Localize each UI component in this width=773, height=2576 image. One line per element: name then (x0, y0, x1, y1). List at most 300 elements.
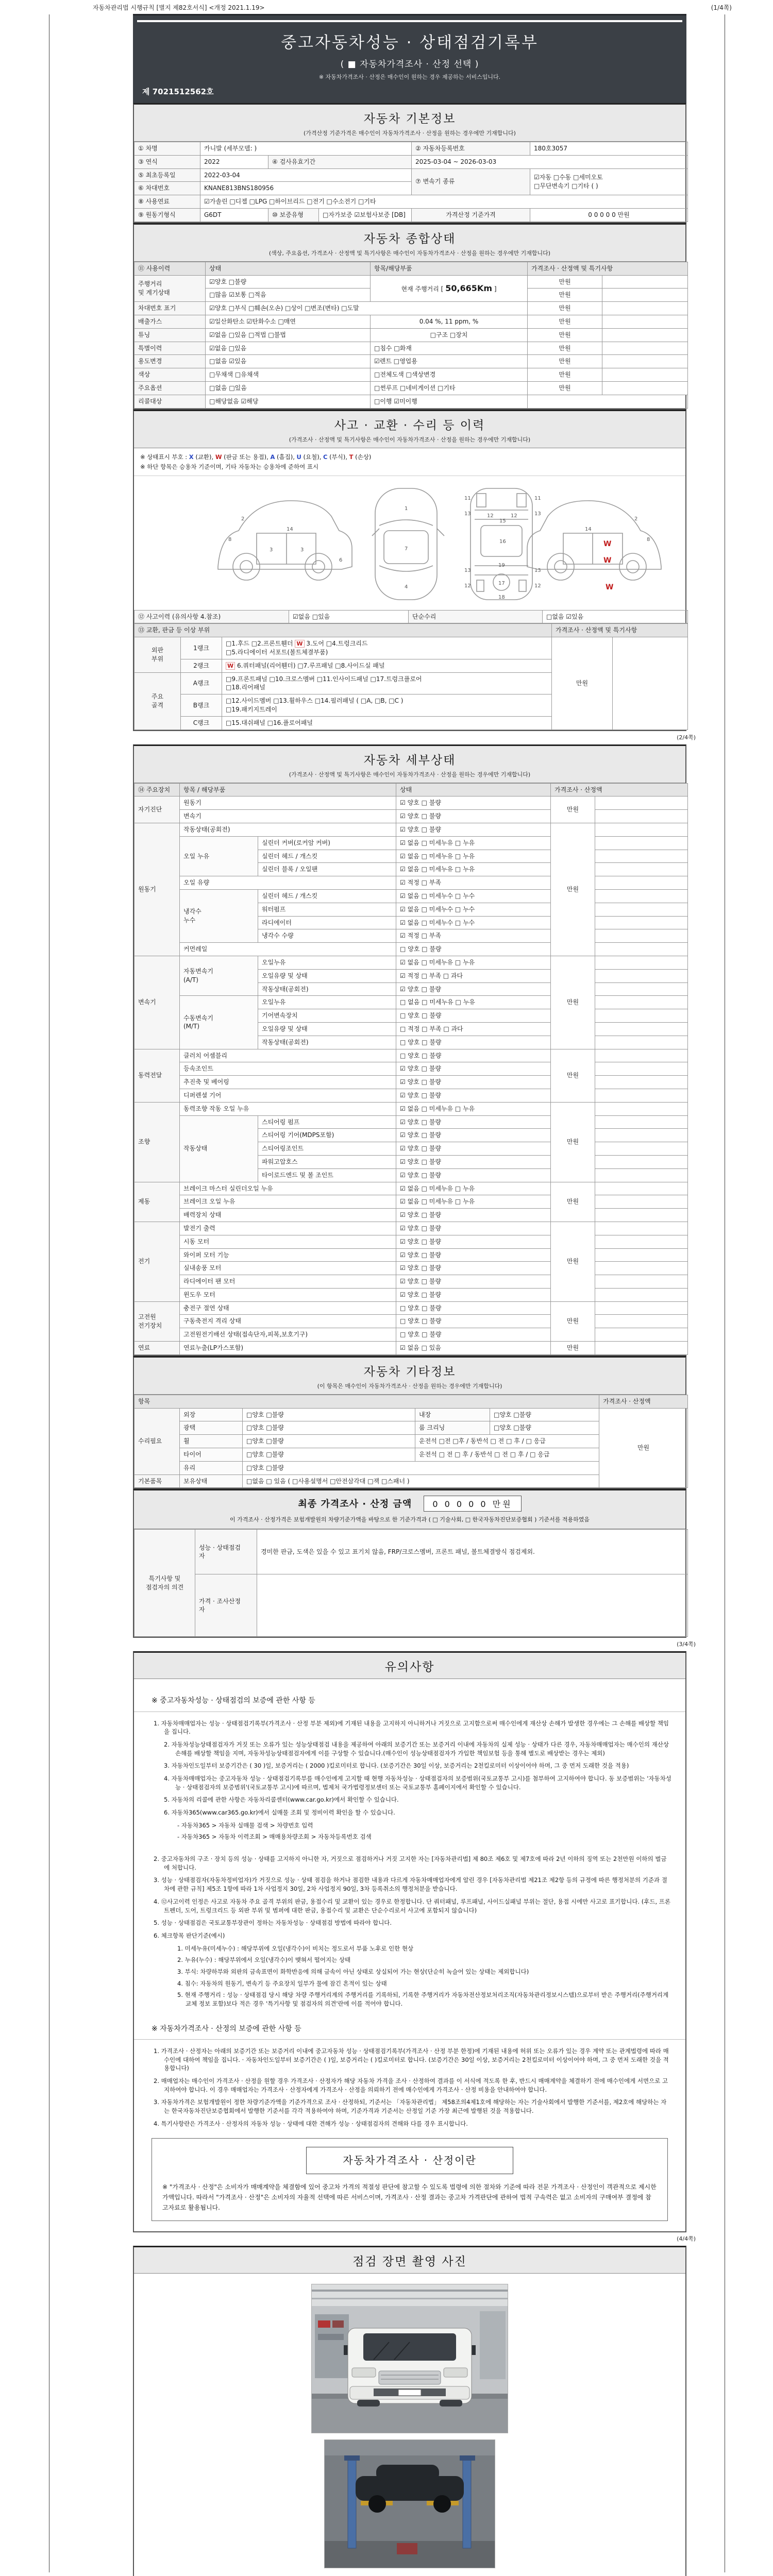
cell: 디퍼렌셜 기어 (180, 1089, 396, 1102)
section-final-price (133, 1489, 686, 1638)
svg-text:15: 15 (499, 518, 506, 524)
svg-text:14: 14 (287, 526, 293, 532)
svg-text:1: 1 (405, 505, 408, 512)
svg-text:12: 12 (464, 583, 471, 589)
form-table (134, 142, 688, 222)
comprehensive-note: (색상, 주요옵션, 가격조사 · 산정액 및 특기사항은 매수인이 자동차가격조사 · 산정을 원하는 경우에만 기재합니다) (268, 249, 551, 257)
svg-text:13: 13 (534, 511, 541, 517)
checkbox-cell: ☑ 없음 □ 미세누수 □ 누수 (396, 916, 551, 929)
page-marker-4: (4/4쪽) (677, 2235, 696, 2242)
cell: ② 자동차등록번호 (412, 142, 530, 156)
cell: 만원 (551, 1222, 595, 1301)
cell: 오일유량 및 상태 (258, 1022, 396, 1036)
car-right-side-view (527, 501, 661, 591)
checkbox-cell: ☑ 양호 □ 불량 (396, 796, 551, 810)
checkbox-cell: ☑가솔린 □디젤 □LPG □하이브리드 □전기 □수소전기 □기타 (200, 195, 688, 209)
cell: 항목/해당부품 (371, 262, 528, 275)
cell: ③ 연식 (135, 155, 200, 168)
checkbox-cell: □ 양호 □ 불량 (396, 1049, 551, 1062)
svg-text:17: 17 (498, 580, 505, 586)
cell: 주행거리 및 계기상태 (135, 275, 206, 302)
panel-rank-table (134, 623, 685, 730)
checkbox-cell: ☑ 양호 □ 불량 (396, 1115, 551, 1129)
cell (602, 328, 688, 342)
cell: 상태 (206, 262, 371, 275)
checkbox-cell: □양호 □불량 (243, 1461, 599, 1475)
svg-text:11: 11 (534, 495, 541, 501)
photo-area (134, 2274, 685, 2574)
cell (602, 381, 688, 395)
checkbox-cell: □양호 □불량 (243, 1421, 415, 1435)
checkbox-cell: ☑ 양호 □ 불량 (396, 823, 551, 837)
cell (528, 395, 688, 408)
cell (595, 916, 688, 929)
cell: KNANE813BNS180956 (200, 182, 412, 195)
section-other-info (133, 1356, 686, 1489)
svg-text:2: 2 (241, 516, 245, 522)
cell: 가격산정 기준가격 (412, 208, 530, 222)
cell: 시동 모터 (180, 1235, 396, 1248)
comprehensive-header (134, 225, 685, 262)
checkbox-cell: □양호 □불량 (243, 1435, 415, 1448)
notice-paragraph: 1. 가격조사 · 산정자는 아래의 보증기간 또는 보증거리 이내에 중고자동차 성능 · 상태점검기록부(가격조사 · 산정 부분 한정)에 기재된 내용에 허위 또는 오류가 있는 경우 계약 또는 관계법령에 따라 매수인에 대하여 책임을 집니다. · 자동차인도일부터 보증기간은 ( )일, 보증거리는 ( )킬로미터로 합니다. (보증기간은 30일 이상, 보증거리는 2천킬로미터 이상이어야 하며, 그 중 먼저 도래한 것을 적용합니다) (154, 2047, 669, 2072)
notice-paragraph: 4. ⑫사고이력 인정은 사고로 자동차 주요 골격 부위의 판금, 용접수리 및 교환이 있는 경우로 한정합니다. 단 쿼터패널, 루프패널, 사이드실패널 부위는 절단, 용접 시에만 사고로 표기합니다. (후드, 프론트펜더, 도어, 트렁크리드 등 외판 부위 및 범퍼에 대한 판금, 용접수리 및 교환은 단순수리로서 사고에 포함되지 않습니다) (154, 1897, 670, 1914)
cell: 오일유량 및 상태 (258, 969, 396, 982)
cell: ⑫ 사고이력 (유의사항 4.참조) (135, 610, 289, 623)
notices-body (134, 1679, 685, 2231)
cell: 오일누유 (258, 996, 396, 1009)
page-meta-row (0, 0, 773, 14)
cell: ⑪ 사용이력 (135, 262, 206, 275)
cell (257, 1574, 688, 1637)
cell: 자동변속기 (A/T) (180, 956, 258, 995)
checkbox-cell: ☑ 양호 □ 불량 (396, 1062, 551, 1076)
cell: 스티어링 기어(MDPS포함) (258, 1129, 396, 1142)
cell: 작동상태(공회전) (258, 1036, 396, 1049)
checkbox-cell: ☑ 양호 □ 불량 (396, 1235, 551, 1248)
cell: 만원 (551, 1102, 595, 1182)
basic-info-note: (가격산정 기준가격은 매수인이 자동차가격조사 · 산정을 원하는 경우에만 기재합니다) (304, 130, 516, 137)
cell: 현재 주행거리 [ 50,665Km ] (371, 275, 528, 302)
cell: ⑨ 원동기형식 (135, 208, 200, 222)
inspection-photo-underbody (324, 2439, 495, 2568)
notice-paragraph: 1. 자동차매매업자는 성능 · 상태점검기록부(가격조사 · 산정 부분 제외)에 기재된 내용을 고지하지 아니하거나 거짓으로 고지함으로써 매수인에게 재산상 손해가 발생한 경우에는 그 손해를 배상할 책임을 집니다. (154, 1719, 669, 1736)
title-banner (133, 14, 686, 103)
cell (602, 368, 688, 382)
cell (595, 1022, 688, 1036)
cell: 작동상태 (180, 1115, 258, 1182)
svg-text:12: 12 (487, 513, 494, 519)
cell (595, 1168, 688, 1182)
cell (595, 836, 688, 850)
inspector-opinion-table (134, 1529, 685, 1637)
cell: 상태 (396, 783, 551, 796)
cell: 실린더 커버(로커암 커버) (258, 836, 396, 850)
law-reference: 자동차관리법 시행규칙 [별지 제82호서식] <개정 2021.1.19> (93, 4, 265, 11)
cell (595, 982, 688, 996)
final-price-label: 최종 가격조사 · 산정 금액 (298, 1499, 412, 1510)
cell (595, 996, 688, 1009)
checkbox-cell: □양호 □불량 (243, 1408, 415, 1421)
cell: 0.04 %, 11 ppm, % (371, 315, 528, 328)
cell (595, 903, 688, 916)
cell: 배력장치 상태 (180, 1209, 396, 1222)
cell (595, 969, 688, 982)
final-price-note: 이 가격조사 · 산정가격은 보험개발원의 차량기준가액을 바탕으로 한 기준가격과 ( □ 기술사회, □ 한국자동차진단보증협회 ) 기준서를 적용하였음 (230, 1516, 590, 1523)
cell: 차대번호 표기 (135, 302, 206, 315)
checkbox-cell: ☑ 양호 □ 불량 (396, 1076, 551, 1089)
cell (595, 1342, 688, 1355)
section-notices (133, 1651, 686, 2232)
checkbox-cell: ☑없음 □있음 (206, 342, 371, 355)
cell: 만원 (528, 275, 602, 289)
photos-header (134, 2247, 685, 2274)
cell: 2랭크 (181, 659, 222, 672)
checkbox-cell: ☑ 양호 □ 불량 (396, 1275, 551, 1289)
other-note: (이 항목은 매수인이 자동차가격조사 · 산정을 원하는 경우에만 기재합니다) (317, 1382, 502, 1389)
svg-text:19: 19 (498, 562, 505, 568)
checkbox-cell: □ 양호 □ 불량 (396, 1009, 551, 1023)
cell (595, 1315, 688, 1328)
cell: 가격조사 · 산정액 (551, 783, 688, 796)
section-comprehensive-state (133, 223, 686, 410)
cell: 고전원전기배선 상태(접속단자,피복,보호기구) (180, 1328, 396, 1342)
cell: 라디에이터 팬 모터 (180, 1275, 396, 1289)
checkbox-cell: ☑ 양호 □ 불량 (396, 1168, 551, 1182)
notice-paragraph: 2. 매매업자는 매수인이 가격조사 · 산정을 원할 경우 가격조사 · 산정자가 해당 자동차 가격을 조사 · 산정하여 결과를 이 서식에 적도록 한 후, 반드시 매매계약을 체결하기 전에 매수인에게 서면으로 고지하여야 합니다. 이 경우 매매업자는 가격조사 · 산정자에게 가격조사 · 산정을 의뢰하기 전에 매수인에게 가격조사 · 산정 비용을 안내하여야 합니다. (154, 2077, 668, 2093)
cell: 타이어 (180, 1448, 243, 1462)
cell: 연료누출(LP가스포함) (180, 1342, 396, 1355)
checkbox-cell: □12.사이드멤버 □13.휠하우스 □14.필러패널 ( □A, □B, □C ) □19.패키지트레이 (222, 694, 552, 717)
cell: 내장 (415, 1408, 490, 1421)
checkbox-cell: ☑ 양호 □ 불량 (396, 982, 551, 996)
cell: 발전기 출력 (180, 1222, 396, 1235)
cell (595, 1076, 688, 1089)
checkbox-cell: ☑ 양호 □ 불량 (396, 1089, 551, 1102)
checkbox-cell: ☑ 적정 □ 부족 □ 과다 (396, 969, 551, 982)
cell: 만원 (551, 823, 595, 956)
cell (595, 1235, 688, 1248)
cell (595, 1262, 688, 1275)
cell: 오일 누유 (180, 836, 258, 876)
checkbox-cell: ☑ 없음 □ 미세누유 □ 누유 (396, 1102, 551, 1115)
detail-title: 자동차 세부상태 (363, 753, 456, 767)
cell: 휠 (180, 1435, 243, 1448)
notice-paragraph (147, 2011, 672, 2018)
cell (595, 1129, 688, 1142)
checkbox-cell: □ 양호 □ 불량 (396, 1301, 551, 1315)
cell (602, 289, 688, 302)
checkbox-cell: ☑ 적정 □ 부족 (396, 929, 551, 943)
checkbox-cell: □침수 □화재 (371, 342, 528, 355)
cell: 작동상태(공회전) (180, 823, 396, 837)
document-number: 제 7021512562호 (142, 87, 214, 96)
cell: 기본품목 (135, 1475, 180, 1488)
checkbox-cell: □ 양호 □ 불량 (396, 1328, 551, 1342)
svg-text:4: 4 (405, 584, 408, 590)
price-survey-definition-box (152, 2138, 668, 2221)
cell: 실린더 헤드 / 개스킷 (258, 850, 396, 863)
form-table (134, 610, 688, 624)
cell (595, 1195, 688, 1209)
cell (595, 1142, 688, 1156)
cell: G6DT (200, 208, 268, 222)
cell: 실린더 헤드 / 개스킷 (258, 889, 396, 903)
checkbox-cell: □ 적정 □ 부족 □ 과다 (396, 1022, 551, 1036)
cell: 오일 유량 (180, 876, 396, 890)
cell: 만원 (528, 302, 602, 315)
checkbox-cell: ☑ 없음 □ 미세누유 □ 누유 (396, 1182, 551, 1195)
checkbox-cell: □ 양호 □ 불량 (396, 1036, 551, 1049)
cell (595, 956, 688, 969)
cell: 보유상태 (180, 1475, 243, 1488)
svg-text:13: 13 (464, 511, 471, 517)
repair-mark-w-2: W (603, 556, 612, 565)
car-top-view (372, 488, 444, 600)
cell: 수동변속기 (M/T) (180, 996, 258, 1049)
banner-divider (137, 20, 682, 22)
cell: 브레이크 마스터 실린더오일 누유 (180, 1182, 396, 1195)
cell (595, 823, 688, 837)
cell: 만원 (528, 315, 602, 328)
checkbox-cell: □무채색 □유채색 (206, 368, 371, 382)
cell (595, 1209, 688, 1222)
basic-info-table (134, 142, 685, 222)
cell: 윈도우 모터 (180, 1288, 396, 1301)
cell: 원동기 (135, 823, 180, 956)
cell: 용도변경 (135, 355, 206, 368)
cell: 가격조사 · 산정액 및 특기사항 (528, 262, 688, 275)
checkbox-cell: ☑ 없음 □ 있음 (396, 1342, 551, 1355)
section-photos (133, 2246, 686, 2576)
notice-paragraph (134, 2039, 685, 2040)
cell (595, 1102, 688, 1115)
accident-header (134, 411, 685, 448)
notice-paragraph: 2. 중고자동차의 구조 · 장치 등의 성능 · 상태를 고지하지 아니한 자, 거짓으로 점검하거나 거짓 고지한 자는 [자동차관리법] 제 80조 제6호 및 제7호에 따라 2년 이하의 징역 또는 2천만원 이하의 벌금에 처합니다. (154, 1855, 667, 1871)
form-table (134, 1395, 688, 1488)
cell: 원동기 (180, 796, 396, 810)
svg-text:7: 7 (405, 546, 408, 552)
car-damage-diagram (141, 479, 679, 609)
cell (595, 1036, 688, 1049)
cell (595, 863, 688, 876)
svg-text:13: 13 (534, 567, 541, 573)
cell: 전기 (135, 1222, 180, 1301)
cell: ④ 검사유효기간 (268, 155, 412, 168)
cell: 클러치 어셈블리 (180, 1049, 396, 1062)
svg-text:16: 16 (499, 538, 506, 545)
inspection-photo-front (311, 2284, 508, 2433)
checkbox-cell: □전체도색 □색상변경 (371, 368, 528, 382)
notices-header (134, 1653, 685, 1679)
final-price-amount: 0 0 0 0 0 만원 (424, 1496, 521, 1512)
cell (595, 1049, 688, 1062)
svg-text:12: 12 (534, 583, 541, 589)
cell: 작동상태(공회전) (258, 982, 396, 996)
checkbox-cell: □많음 ☑보통 □적음 (206, 289, 371, 302)
cell: 만원 (599, 1408, 688, 1488)
cell: 단순수리 (409, 610, 543, 623)
cell: 변속기 (180, 810, 396, 823)
cell: 성능 · 상태점검 자 (195, 1530, 257, 1574)
checkbox-cell: □이행 ☑미이행 (371, 395, 528, 408)
document-title: 중고자동차성능 · 상태점검기록부 (281, 33, 539, 52)
checkbox-cell: ☑ 양호 □ 불량 (396, 1262, 551, 1275)
cell: 1랭크 (181, 637, 222, 659)
cell: 기어변속장치 (258, 1009, 396, 1023)
cell: 만원 (528, 368, 602, 382)
cell: 2025-03-04 ~ 2026-03-03 (412, 155, 688, 168)
notice-paragraph: - 자동차365 > 자동차 이력조회 > 매매용차량조회 > 자동차등록번호 검색 (177, 1833, 372, 1841)
price-survey-option: ( ■ 자동차가격조사 · 산정 선택 ) (340, 59, 479, 70)
checkbox-cell: ☑ 양호 □ 불량 (396, 1288, 551, 1301)
other-header (134, 1358, 685, 1395)
cell: 연료 (135, 1342, 180, 1355)
cell: 만원 (528, 355, 602, 368)
cell (595, 889, 688, 903)
checkbox-cell: □썬루프 □네비게이션 □기타 (371, 381, 528, 395)
cell: 오일누유 (258, 956, 396, 969)
svg-text:18: 18 (498, 594, 505, 600)
cell: 동력전달 (135, 1049, 180, 1102)
svg-text:8: 8 (647, 536, 650, 543)
cell: 리콜대상 (135, 395, 206, 408)
checkbox-cell: □9.프론트패널 □10.크로스멤버 □11.인사이드패널 □17.트렁크플로어 □18.리어패널 (222, 672, 552, 694)
price-survey-note: ※ 자동차가격조사 · 산정은 매수인이 원하는 경우 제공하는 서비스입니다. (318, 74, 501, 80)
comprehensive-table (134, 262, 685, 409)
cell: ⑩ 보증유형 (268, 208, 319, 222)
notice-paragraph: 3. 자동차가격은 보험개발원이 정한 차량기준가액을 기준가격으로 조사 · 산정하되, 기준서는 「자동차관리법」 제58조의4제1호에 해당하는 자는 기술사회에서 발행한 기준서를, 제2호에 해당하는 자는 한국자동차진단보증협회에서 발행한 기준서를 각각 적용하여야 하며, 기준가격과 기준서는 산정일 기준 가장 최근에 발행된 것을 적용합니다. (154, 2098, 667, 2114)
cell: 외장 (180, 1408, 243, 1421)
checkbox-cell: □없음 ☑있음 (543, 610, 688, 623)
cell (595, 876, 688, 890)
notice-paragraph: - 자동차365 > 자동차 실매물 검색 > 차량번호 입력 (177, 1821, 313, 1829)
cell: 주요 골격 (135, 672, 181, 730)
cell (595, 929, 688, 943)
cell (595, 943, 688, 956)
checkbox-cell: □ 양호 □ 불량 (396, 1315, 551, 1328)
document-body (133, 14, 696, 2576)
cell: ⑧ 사용연료 (135, 195, 200, 209)
cell (595, 1248, 688, 1262)
checkbox-cell: □ 양호 □ 불량 (396, 943, 551, 956)
cell: 광택 (180, 1421, 243, 1435)
form-table (134, 262, 688, 409)
cell (595, 1288, 688, 1301)
cell: 수리필요 (135, 1408, 180, 1475)
cell: 자기진단 (135, 796, 180, 823)
form-table (134, 1529, 688, 1637)
price-survey-box-title: 자동차가격조사 · 산정이란 (306, 2147, 513, 2174)
cell: 커먼레일 (180, 943, 396, 956)
cell: 경미한 판금, 도색은 있을 수 있고 표기치 않음, FRP/크로스멤버, 프론트 패널, 볼트체결방식 점검제외. (257, 1530, 688, 1574)
checkbox-cell: ☑ 양호 □ 불량 (396, 810, 551, 823)
checkbox-cell: □양호 □불량 (490, 1421, 599, 1435)
cell: 180호3057 (530, 142, 688, 156)
cell: 튜닝 (135, 328, 206, 342)
cell: 가격조사 · 산정액 및 특기사항 (552, 624, 688, 637)
checkbox-cell: □해당없음 ☑해당 (206, 395, 371, 408)
cell: ⑭ 주요장치 (135, 783, 180, 796)
cell: 구동축전지 격리 상태 (180, 1315, 396, 1328)
cell: 파워고압호스 (258, 1155, 396, 1168)
notice-paragraph: 1. 미세누유(미세누수) : 해당부위에 오일(냉각수)이 비치는 정도로서 부품 노후로 인한 현상 (177, 1944, 414, 1952)
notice-paragraph: 5. 현재 주행거리 : 성능 · 상태점검 당시 해당 차량 주행거리계의 주행거리를 기록하되, 기록한 주행거리가 자동차전산정보처리조직(자동차관리정보시스템)으로부터 받은 주행거리(주행거리계 교체 정보 포함)보다 적은 경우 '특기사항 및 점검자의 의견'란에 이를 적어야 합니다. (177, 1991, 669, 2007)
cell: 만원 (551, 956, 595, 1049)
section-detail-state (133, 744, 686, 1356)
repair-mark-w: W (226, 662, 235, 670)
checkbox-cell: □없음 □있음 (206, 381, 371, 395)
comprehensive-title: 자동차 종합상태 (363, 232, 456, 246)
checkbox-cell: ☑양호 □부식 □훼손(오손) □상이 □변조(변타) □도말 (206, 302, 528, 315)
cell: 카니발 (세부모델: ) (200, 142, 412, 156)
cell: ⑬ 교환, 판금 등 이상 부위 (135, 624, 552, 637)
cell (595, 1301, 688, 1315)
cell (595, 1115, 688, 1129)
cell (595, 796, 688, 810)
notice-paragraph: 5. 자동차의 리콜에 관한 사항은 자동차리콜센터(www.car.go.kr)에서 확인할 수 있습니다. (164, 1796, 399, 1804)
checkbox-cell: ☑일산화탄소 ☑탄화수소 □매연 (206, 315, 371, 328)
checkbox-cell: ☑ 양호 □ 불량 (396, 1209, 551, 1222)
svg-text:3: 3 (270, 547, 273, 553)
checkbox-cell: □1.후드 □2.프론트휀더 W 3.도어 □4.트렁크리드 □5.라디에이터 서포트(볼트체결부품) (222, 637, 552, 659)
cell: 동력조향 작동 오일 누유 (180, 1102, 396, 1115)
checkbox-cell: □양호 □불량 (490, 1408, 599, 1421)
notice-paragraph: 4. 자동차매매업자는 중고자동차 성능 · 상태점검기록부를 매수인에게 고지할 때 현행 자동차성능 · 상태점검자의 보증범위(국토교통부 고시)를 첨부하여 고지하여야 합니다. 동 보증범위는 '자동차성능 · 상태점검자의 보증범위'(국토교통부 고시)에 따르며, 법제처 국가법령정보센터 또는 국토교통부 홈페이지에서 확인할 수 있습니다. (164, 1775, 671, 1791)
cell: 타이로드엔드 및 볼 조인트 (258, 1168, 396, 1182)
cell (595, 1009, 688, 1023)
svg-text:14: 14 (585, 526, 592, 532)
checkbox-cell: ☑ 없음 □ 미세누수 □ 누수 (396, 903, 551, 916)
cell (595, 1222, 688, 1235)
cell: 주요옵션 (135, 381, 206, 395)
checkbox-cell: □구조 □장치 (371, 328, 528, 342)
checkbox-cell: ☑ 양호 □ 불량 (396, 1129, 551, 1142)
checkbox-cell: □ 없음 □ 미세누유 □ 누유 (396, 996, 551, 1009)
svg-text:13: 13 (464, 567, 471, 573)
car-bottom-view (464, 488, 541, 600)
checkbox-cell: ☑양호 □불량 (206, 275, 371, 289)
notices-title: 유의사항 (384, 1660, 435, 1674)
cell: 등속조인트 (180, 1062, 396, 1076)
cell: 만원 (551, 1049, 595, 1102)
cell: 배출가스 (135, 315, 206, 328)
checkbox-cell: ☑렌트 □영업용 (371, 355, 528, 368)
cell: 항목 (135, 1395, 599, 1408)
other-table (134, 1395, 685, 1488)
notice-paragraph: 6. 체크항목 판단기준(예시) (154, 1931, 225, 1939)
form-table (134, 783, 688, 1355)
cell (595, 1089, 688, 1102)
checkbox-cell: ☑ 양호 □ 불량 (396, 1142, 551, 1156)
cell: 실내송풍 모터 (180, 1262, 396, 1275)
notice-paragraph: 4. 침수: 자동차의 원동기, 변속기 등 주요장치 일부가 물에 잠긴 흔적이 있는 상태 (177, 1979, 387, 1987)
checkbox-cell: ☑ 양호 □ 불량 (396, 1248, 551, 1262)
cell: 충전구 절연 상태 (180, 1301, 396, 1315)
page-marker-2: (2/4쪽) (677, 734, 696, 741)
cell: 만원 (551, 1301, 595, 1341)
checkbox-cell: 운전석 □ 전 □ 후 / 동반석 □ 전 □ 후 / □ 응급 (415, 1448, 599, 1462)
svg-text:6: 6 (339, 557, 343, 563)
cell: 추진축 및 베어링 (180, 1076, 396, 1089)
cell: 유리 (180, 1461, 243, 1475)
accident-note: (가격조사 · 산정액 및 특기사항은 매수인이 자동차가격조사 · 산정을 원하는 경우에만 기재합니다) (289, 436, 531, 443)
basic-info-header (134, 105, 685, 142)
cell: C랭크 (181, 716, 222, 730)
cell (595, 1182, 688, 1195)
cell: ⑦ 변속기 종류 (412, 168, 530, 195)
cell: 스티어링 펌프 (258, 1115, 396, 1129)
